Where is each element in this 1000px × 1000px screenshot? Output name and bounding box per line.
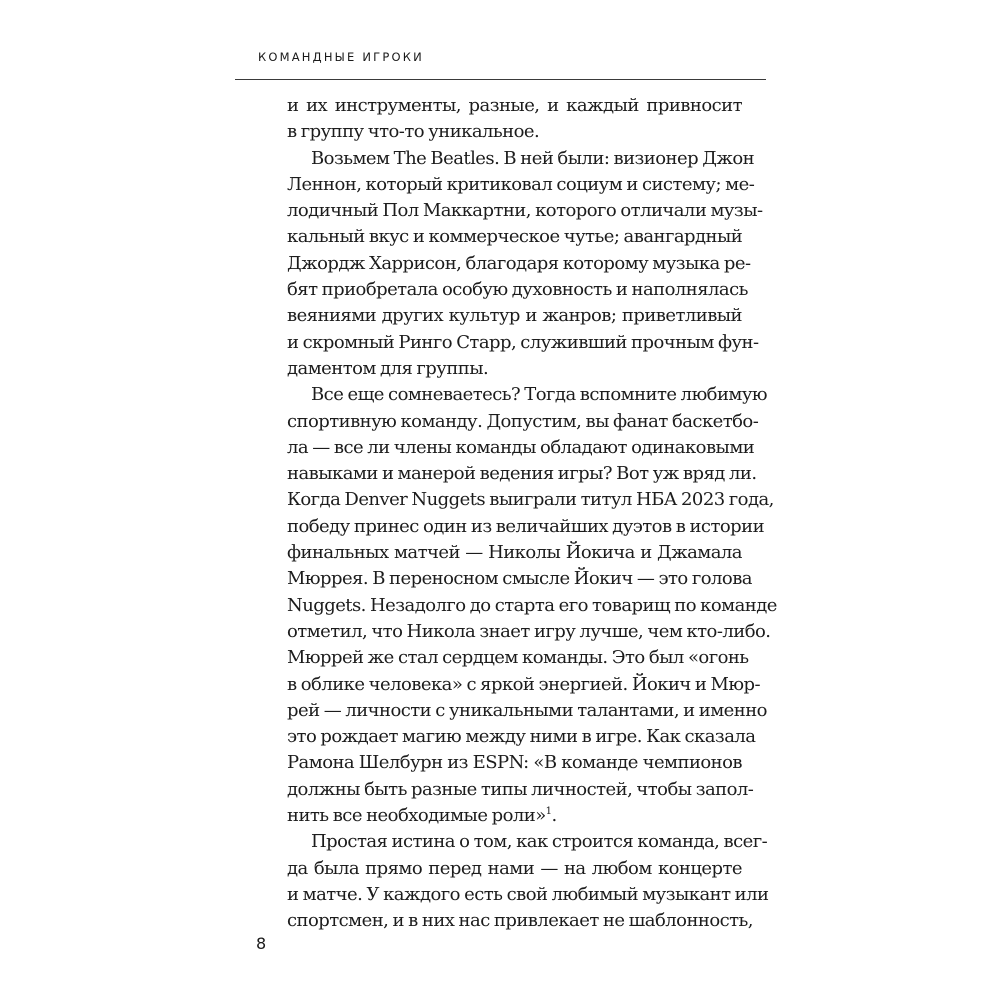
- paragraph: [287, 829, 769, 934]
- text-line: в группу что-то уникальное.: [287, 121, 540, 143]
- paragraph: [287, 382, 777, 829]
- text-line: отметил, что Никола знает игру лучше, чем кто-либо.: [287, 620, 771, 642]
- text-line: Джордж Харрисон, благодаря которому музыка ре-: [287, 252, 751, 274]
- text-line: Все еще сомневаетесь? Тогда вспомните любимую: [311, 384, 768, 406]
- text-line: Мюррея. В переносном смысле Йокич — это голова: [287, 568, 752, 590]
- text-line: победу принес один из величайших дуэтов в истории: [287, 515, 765, 537]
- footnote-marker[interactable]: 1: [545, 806, 552, 818]
- sentence-end: .: [551, 805, 557, 827]
- text-line: кальный вкус и коммерческое чутье; авангардный: [287, 226, 743, 248]
- text-line: навыками и манерой ведения игры? Вот уж вряд ли.: [287, 463, 757, 485]
- text-line: должны быть разные типы личностей, чтобы запол-: [287, 778, 754, 800]
- text-line: и скромный Ринго Старр, служивший прочным фун-: [287, 331, 759, 353]
- text-line: Мюррей же стал сердцем команды. Это был «огонь: [287, 647, 749, 669]
- text-line: Простая истина о том, как строится команда, всег-: [311, 831, 768, 853]
- text-line: да была прямо перед нами — на любом концерте: [287, 857, 742, 879]
- text-line: это рождает магию между ними в игре. Как сказала: [287, 726, 756, 748]
- text-line: спортивную команду. Допустим, вы фанат баскетбо-: [287, 410, 759, 432]
- text-line: Рамона Шелбурн из ESPN: «В команде чемпионов: [287, 752, 742, 774]
- text-line-content: нить все необходимые роли»: [287, 805, 546, 827]
- running-head: КОМАНДНЫЕ ИГРОКИ: [258, 50, 424, 64]
- text-line: Когда Denver Nuggets выиграли титул НБА 2023 года,: [287, 489, 774, 511]
- page-number: 8: [256, 934, 267, 953]
- text-line: спортсмен, и в них нас привлекает не шаблонность,: [287, 910, 753, 932]
- header-rule: [235, 79, 766, 80]
- text-line: Nuggets. Незадолго до старта его товарищ по команде: [287, 594, 777, 616]
- text-line: ла — все ли члены команды обладают одинаковыми: [287, 436, 755, 458]
- text-line: и их инструменты, разные, и каждый привносит: [287, 95, 742, 116]
- text-line: бят приобретала особую духовность и наполнялась: [287, 279, 748, 301]
- text-line: лодичный Пол Маккартни, которого отличали музы-: [287, 200, 763, 222]
- text-line: и матче. У каждого есть свой любимый музыкант или: [287, 883, 769, 905]
- text-line: рей — личности с уникальными талантами, и именно: [287, 699, 767, 721]
- text-line: [287, 803, 742, 829]
- text-line: даментом для группы.: [287, 357, 489, 379]
- text-line: финальных матчей — Николы Йокича и Джамала: [287, 542, 742, 564]
- paragraph: [287, 93, 742, 146]
- text-line: в облике человека» с яркой энергией. Йокич и Мюр-: [287, 673, 761, 695]
- text-line: веяниями других культур и жанров; приветливый: [287, 305, 742, 327]
- body-text: [287, 93, 777, 935]
- text-line: Леннон, который критиковал социум и систему; ме-: [287, 173, 755, 195]
- paragraph: [287, 146, 763, 383]
- text-line: Возьмем The Beatles. В ней были: визионер Джон: [311, 147, 755, 169]
